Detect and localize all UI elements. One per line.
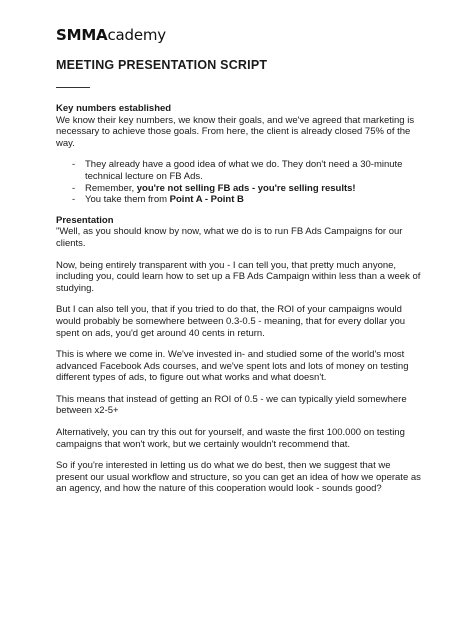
presentation-paragraph: So if you're interested in letting us do what we do best, then we suggest that we present our usual workflow and structure, so you can get an idea of how we operate as an agency, and how the nature of this cooperation would look - sounds good? (56, 460, 421, 495)
section-heading-key-numbers: Key numbers established (56, 103, 172, 114)
key-numbers-intro: We know their key numbers, we know their goals, and we've agreed that marketing is necessary to achieve those goals. From here, the client is already closed 75% of the way. (56, 114, 415, 149)
bullet-item (72, 183, 421, 195)
presentation-paragraph: Now, being entirely transparent with you - I can tell you, that pretty much anyone, including you, could learn how to set up a FB Ads Campaign within less than a week of studying. (56, 259, 421, 294)
page-title: MEETING PRESENTATION SCRIPT (56, 58, 268, 72)
bullet-bold-text: you're not selling FB ads - you're selling results! (136, 182, 356, 194)
section-heading-presentation: Presentation (56, 214, 114, 226)
key-numbers-bullet-list (56, 159, 421, 205)
bullet-item (72, 194, 421, 206)
bullet-prefix: Remember, (85, 182, 137, 194)
logo-bold-part: SMMA (56, 26, 108, 44)
title-underline-divider (56, 87, 90, 88)
bullet-item (72, 159, 421, 182)
presentation-paragraph: This is where we come in. We've invested in- and studied some of the world's most advanced Facebook Ads courses, and we've spent lots and lots of money on testing different types of ads, to figure out what works and what doesn't. (56, 349, 409, 384)
presentation-paragraph: This means that instead of getting an ROI of 0.5 - we can typically yield somewhere between x2-5+ (56, 393, 407, 417)
document-body (56, 103, 421, 505)
bullet-prefix: You take them from (85, 194, 170, 206)
bullet-bold-text: Point A - Point B (169, 194, 244, 206)
presentation-paragraph: "Well, as you should know by now, what we do is to run FB Ads Campaigns for our clients. (56, 226, 403, 249)
presentation-paragraph: Alternatively, you can try this out for yourself, and waste the first 100.000 on testing campaigns that won't work, but we certainly wouldn't recommend that. (56, 427, 405, 450)
presentation-paragraph: But I can also tell you, that if you tried to do that, the ROI of your campaigns would would probably be somewhere between 0.3-0.5 - meaning, that for every dollar you spent on ads, you'd get around 40 cents in return. (56, 304, 406, 339)
logo-rest-part: cademy (107, 26, 166, 44)
smma-academy-logo (56, 26, 166, 44)
bullet-text: They already have a good idea of what we do. They don't need a 30-minute technical lecture on FB Ads. (85, 159, 403, 182)
